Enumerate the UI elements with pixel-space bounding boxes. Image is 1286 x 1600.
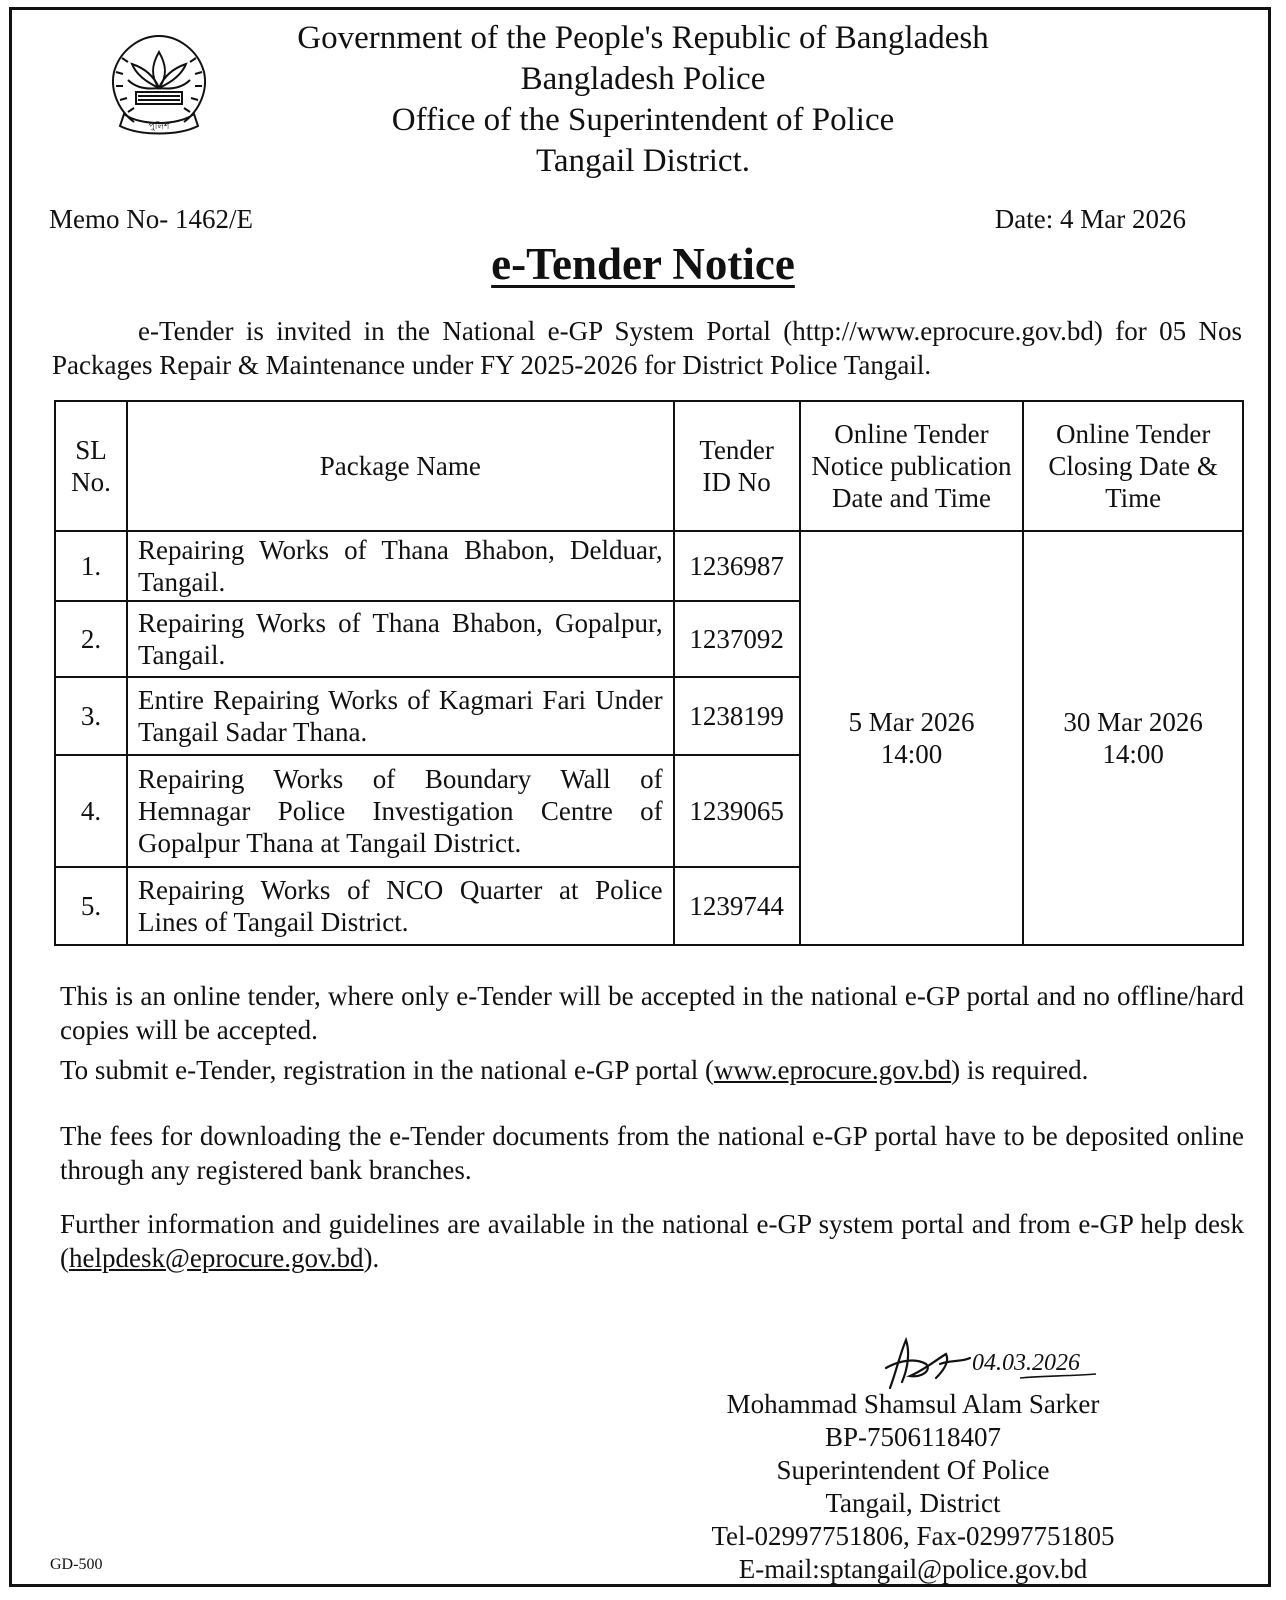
row-sl: 3. bbox=[55, 677, 127, 755]
registration-text-post: ) is required. bbox=[951, 1055, 1089, 1085]
signatory-bp-number: BP-7506118407 bbox=[824, 1422, 1001, 1452]
signatory-location: Tangail, District bbox=[825, 1488, 1001, 1518]
signatory-name: Mohammad Shamsul Alam Sarker bbox=[726, 1389, 1100, 1419]
tender-table bbox=[54, 400, 1244, 946]
row-sl: 4. bbox=[55, 755, 127, 867]
row-tender-id: 1236987 bbox=[674, 531, 800, 601]
closing-time: 14:00 bbox=[1102, 739, 1164, 769]
notice-date: Date: 4 Mar 2026 bbox=[994, 204, 1186, 234]
fees-paragraph: The fees for downloading the e-Tender documents from the national e-GP portal have to be deposited online through any registered bank branches. bbox=[60, 1121, 1244, 1185]
registration-paragraph bbox=[60, 1053, 1244, 1087]
header-closing-date: Online Tender Closing Date & Time bbox=[1023, 401, 1243, 531]
header-line-district: Tangail District. bbox=[536, 143, 750, 179]
registration-text-pre: To submit e-Tender, registration in the national e-GP portal ( bbox=[60, 1055, 714, 1085]
header-package-name: Package Name bbox=[127, 401, 674, 531]
office-header bbox=[220, 18, 1066, 182]
row-tender-id: 1239744 bbox=[674, 867, 800, 945]
online-tender-paragraph: This is an online tender, where only e-Tender will be accepted in the national e-GP portal and no offline/hard copies will be accepted. bbox=[60, 981, 1244, 1045]
signature-date: 04.03.2026 bbox=[972, 1350, 1080, 1376]
header-line-police: Bangladesh Police bbox=[520, 61, 766, 97]
notice-title bbox=[0, 238, 1286, 290]
row-sl: 1. bbox=[55, 531, 127, 601]
row-package-name: Repairing Works of Boundary Wall of Hemnagar Police Investigation Centre of Gopalpur Thana at Tangail District. bbox=[127, 755, 674, 867]
publication-date-cell bbox=[800, 531, 1024, 945]
publication-time: 14:00 bbox=[880, 739, 943, 769]
row-tender-id: 1237092 bbox=[674, 601, 800, 677]
helpdesk-text-post: ). bbox=[363, 1243, 380, 1273]
header-line-government: Government of the People's Republic of Bangladesh bbox=[297, 20, 989, 56]
header-tender-id: Tender ID No bbox=[674, 401, 800, 531]
signatory-designation: Superintendent Of Police bbox=[776, 1455, 1050, 1485]
row-sl: 5. bbox=[55, 867, 127, 945]
emblem-lettering: পুলিশ bbox=[148, 122, 170, 132]
header-publication-date: Online Tender Notice publication Date and Time bbox=[800, 401, 1024, 531]
form-code: GD-500 bbox=[50, 1556, 103, 1573]
row-package-name: Repairing Works of Thana Bhabon, Gopalpur, Tangail. bbox=[127, 601, 674, 677]
signatory-email: E-mail:sptangail@police.gov.bd bbox=[738, 1554, 1088, 1584]
row-tender-id: 1239065 bbox=[674, 755, 800, 867]
row-package-name: Entire Repairing Works of Kagmari Fari Under Tangail Sadar Thana. bbox=[127, 677, 674, 755]
closing-date-cell bbox=[1023, 531, 1243, 945]
row-tender-id: 1238199 bbox=[674, 677, 800, 755]
eprocure-link[interactable]: www.eprocure.gov.bd bbox=[713, 1055, 952, 1085]
row-package-name: Repairing Works of NCO Quarter at Police Lines of Tangail District. bbox=[127, 867, 674, 945]
memo-number: Memo No- 1462/E bbox=[49, 204, 253, 234]
header-sl: SL No. bbox=[55, 401, 127, 531]
table-row bbox=[55, 531, 1243, 601]
helpdesk-text-pre: Further information and guidelines are available in the national e-GP system portal and from e-GP help desk ( bbox=[60, 1209, 1244, 1273]
handwritten-signature bbox=[700, 1334, 1140, 1394]
publication-date: 5 Mar 2026 bbox=[848, 707, 975, 737]
row-sl: 2. bbox=[55, 601, 127, 677]
header-line-office: Office of the Superintendent of Police bbox=[391, 102, 895, 138]
helpdesk-paragraph bbox=[60, 1207, 1244, 1275]
notice-title-text: e-Tender Notice bbox=[491, 239, 795, 289]
table-header-row bbox=[55, 401, 1243, 531]
intro-paragraph: e-Tender is invited in the National e-GP System Portal (http://www.eprocure.gov.bd) for 05 Nos Packages Repair & Maintenance under FY 2025-2026 for District Police Tangail. bbox=[52, 316, 1242, 380]
bangladesh-police-emblem bbox=[100, 28, 218, 138]
row-package-name: Repairing Works of Thana Bhabon, Delduar, Tangail. bbox=[127, 531, 674, 601]
signatory-tel-fax: Tel-02997751806, Fax-02997751805 bbox=[711, 1521, 1115, 1551]
closing-date: 30 Mar 2026 bbox=[1063, 707, 1203, 737]
signatory-block bbox=[690, 1388, 1136, 1586]
helpdesk-email-link[interactable]: helpdesk@eprocure.gov.bd bbox=[69, 1243, 364, 1273]
